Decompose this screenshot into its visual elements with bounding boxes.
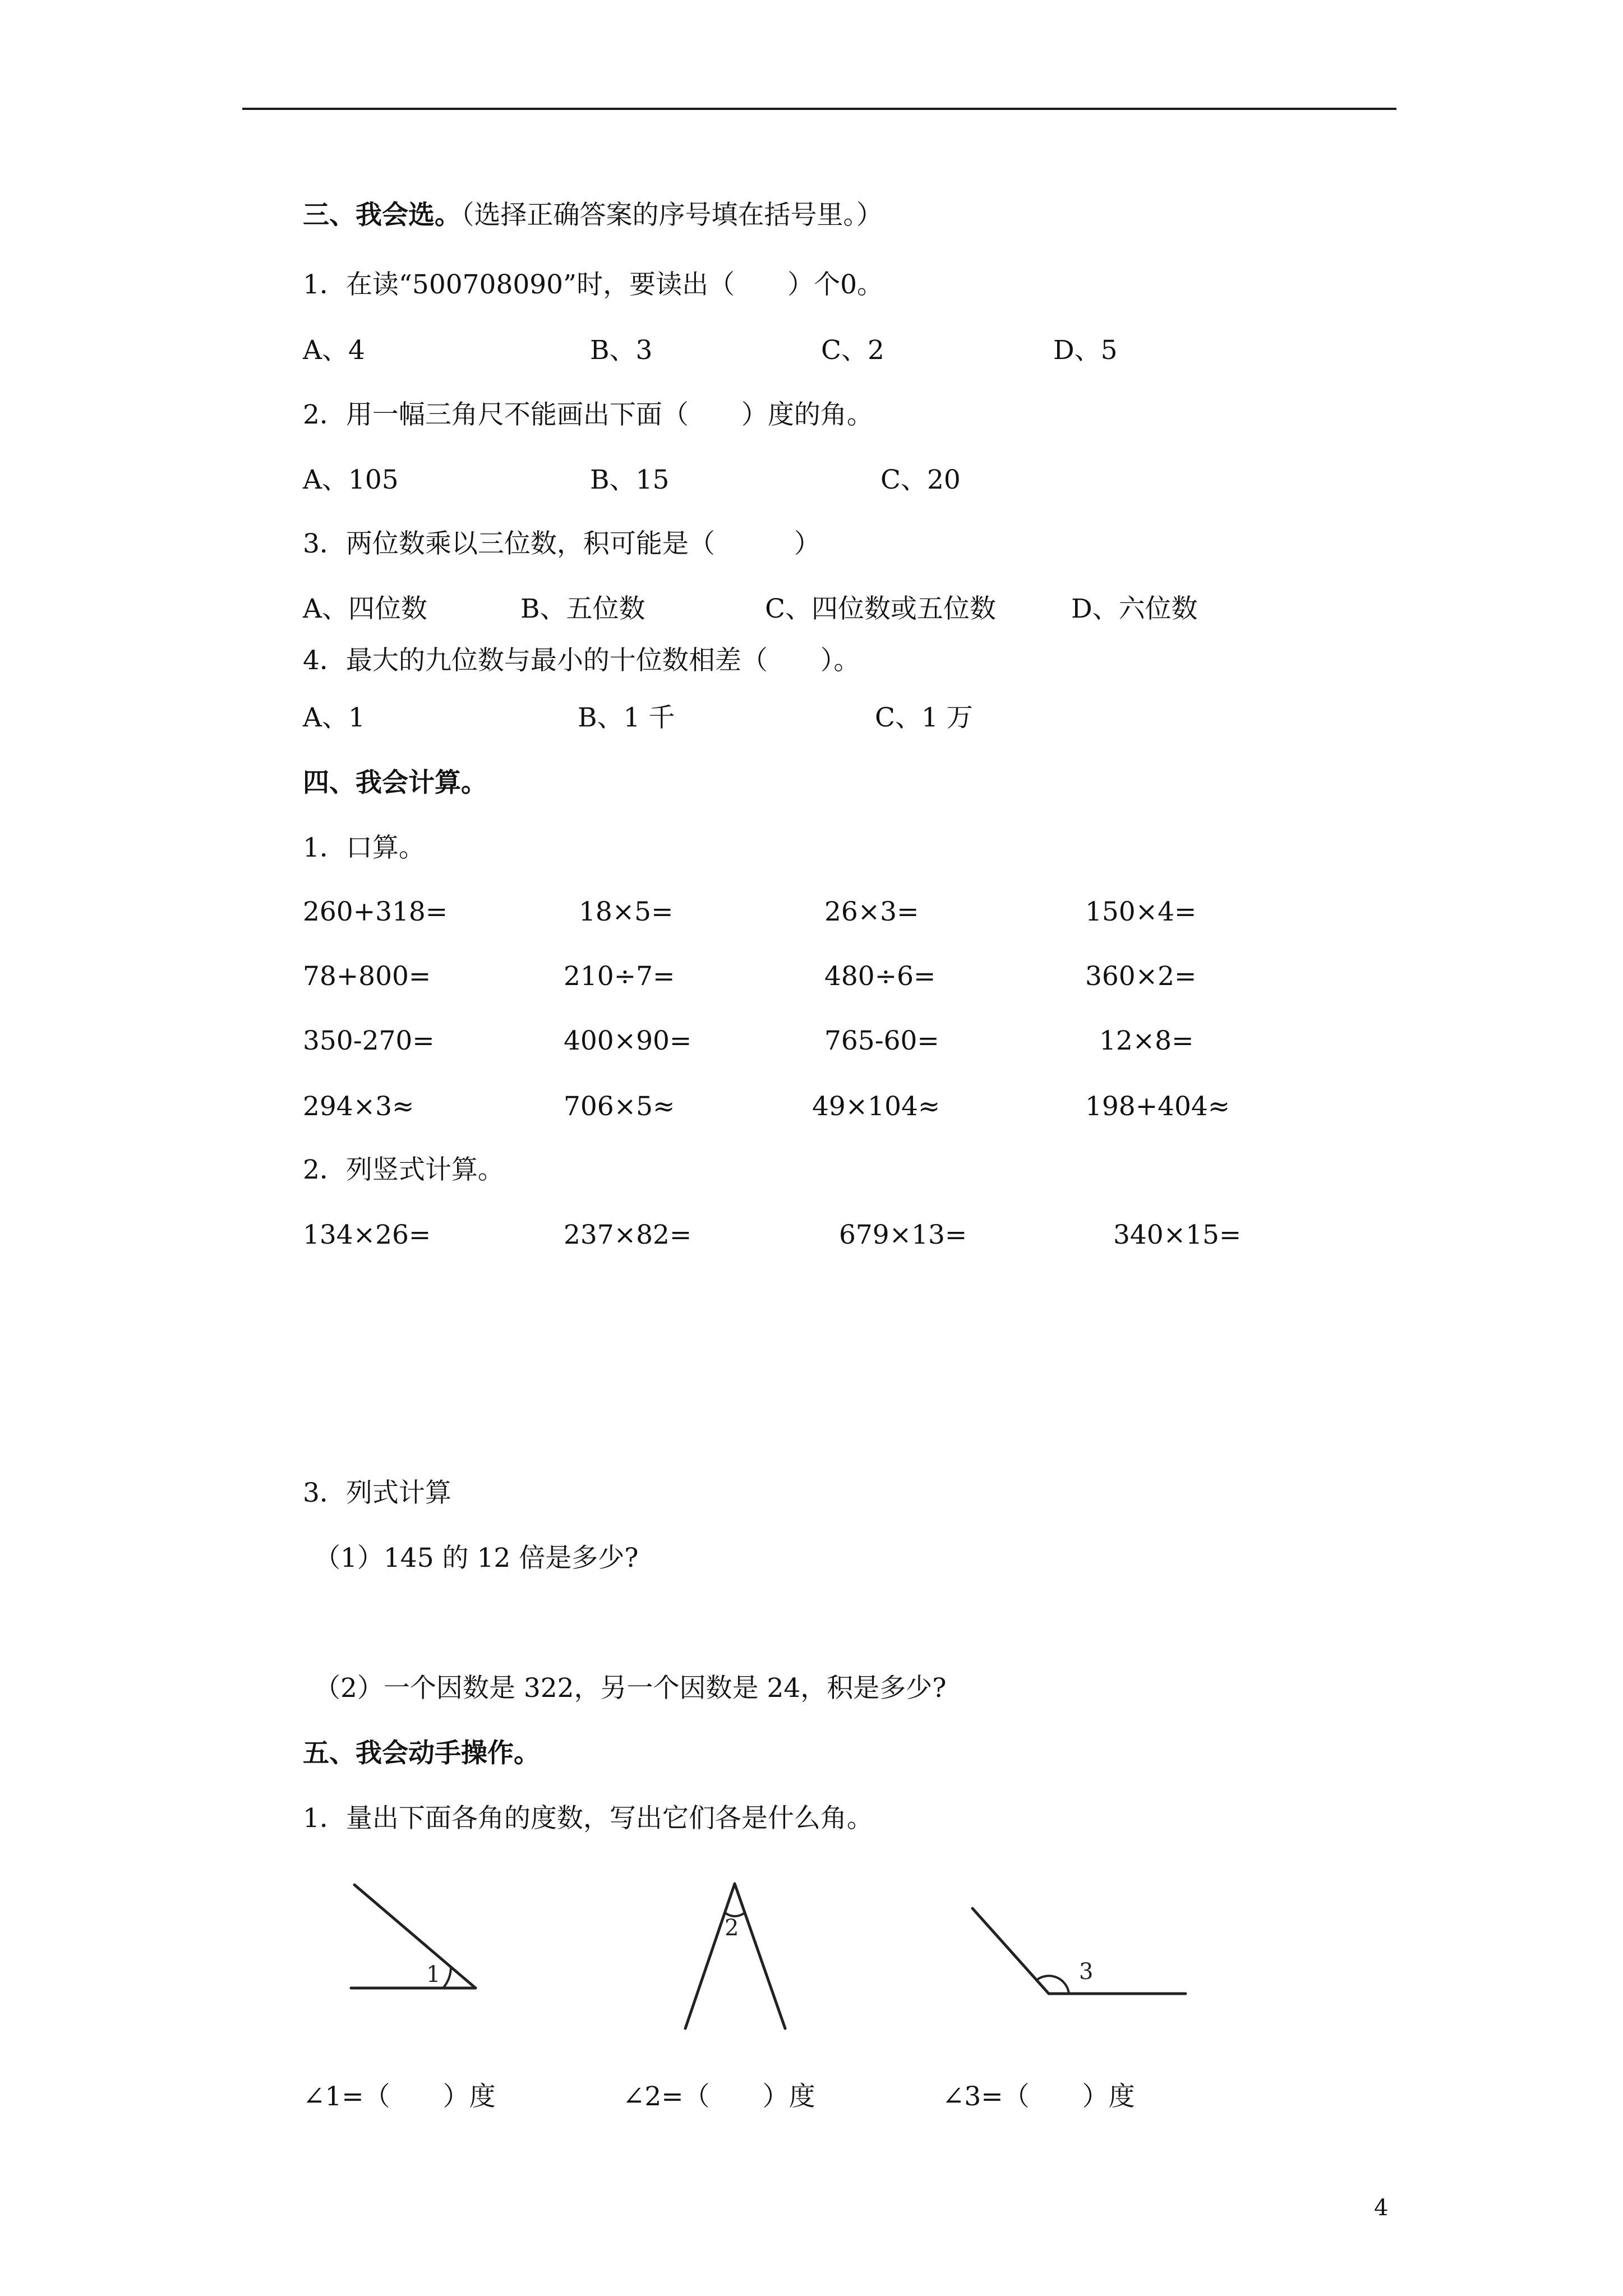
q3-option-a: A、四位数 [303, 593, 427, 624]
angle-1-answer: ∠1=（ ）度 [303, 2081, 496, 2112]
q3-option-d: D、六位数 [1071, 593, 1198, 624]
q1-option-b: B、3 [590, 335, 653, 366]
angle-3-answer: ∠3=（ ）度 [942, 2081, 1135, 2112]
q4-option-a: A、1 [303, 702, 365, 733]
q1-option-c: C、2 [821, 335, 884, 366]
formula-item-1: （1）145 的 12 倍是多少? [314, 1543, 639, 1573]
oral-label: 1．口算。 [303, 832, 425, 863]
oral-expr: 198+404≈ [1085, 1091, 1230, 1122]
oral-expr: 294×3≈ [303, 1091, 414, 1122]
oral-expr: 150×4= [1085, 896, 1197, 927]
vertical-expr: 340×15= [1113, 1220, 1242, 1250]
vertical-expr: 237×82= [564, 1220, 692, 1250]
q2-option-c: C、20 [880, 464, 961, 495]
oral-expr: 400×90= [564, 1025, 692, 1056]
q2-option-a: A、105 [303, 464, 399, 495]
page-number: 4 [1374, 2195, 1389, 2221]
oral-expr: 49×104≈ [812, 1091, 940, 1122]
vertical-label: 2．列竖式计算。 [303, 1154, 504, 1185]
oral-expr: 26×3= [824, 896, 919, 927]
oral-expr: 480÷6= [824, 961, 936, 992]
oral-expr: 350-270= [303, 1025, 435, 1056]
section5-title: 五、我会动手操作。 [303, 1738, 540, 1769]
q1-option-d: D、5 [1053, 335, 1118, 366]
section3-instruction: （选择正确答案的序号填在括号里。） [461, 200, 883, 231]
oral-expr: 765-60= [824, 1025, 939, 1056]
q2-text: 2．用一幅三角尺不能画出下面（ ）度的角。 [303, 399, 873, 430]
vertical-expr: 679×13= [839, 1220, 967, 1250]
oral-expr: 78+800= [303, 961, 431, 992]
formula-item-2: （2）一个因数是 322，另一个因数是 24，积是多少? [314, 1673, 947, 1704]
section3-title: 三、我会选。 [303, 200, 461, 231]
oral-expr: 18×5= [579, 896, 674, 927]
q3-option-b: B、五位数 [520, 593, 645, 624]
q2-option-b: B、15 [590, 464, 670, 495]
oral-expr: 706×5≈ [564, 1091, 675, 1122]
angle-1-label: 1 [426, 1962, 441, 1987]
section4-title: 四、我会计算。 [303, 767, 487, 798]
angle-1-figure [351, 1885, 476, 1988]
oral-expr: 12×8= [1099, 1025, 1194, 1056]
oral-expr: 210÷7= [564, 961, 675, 992]
oral-expr: 260+318= [303, 896, 448, 927]
formula-label: 3．列式计算 [303, 1478, 451, 1508]
angle-2-figure [685, 1884, 785, 2028]
angle-2-answer: ∠2=（ ）度 [623, 2081, 815, 2112]
vertical-expr: 134×26= [303, 1220, 431, 1250]
q3-option-c: C、四位数或五位数 [765, 593, 996, 624]
q1-text: 1．在读“500708090”时，要读出（ ）个0。 [303, 269, 883, 300]
q4-text: 4．最大的九位数与最小的十位数相差（ ）。 [303, 645, 860, 676]
section5-q1: 1．量出下面各角的度数，写出它们各是什么角。 [303, 1803, 873, 1834]
oral-expr: 360×2= [1085, 961, 1197, 992]
q4-option-b: B、1 千 [578, 702, 675, 733]
q1-option-a: A、4 [303, 335, 365, 366]
q3-text: 3．两位数乘以三位数，积可能是（ ） [303, 528, 820, 559]
angle-2-label: 2 [725, 1915, 739, 1941]
angle-3-label: 3 [1079, 1959, 1094, 1985]
q4-option-c: C、1 万 [875, 702, 973, 733]
